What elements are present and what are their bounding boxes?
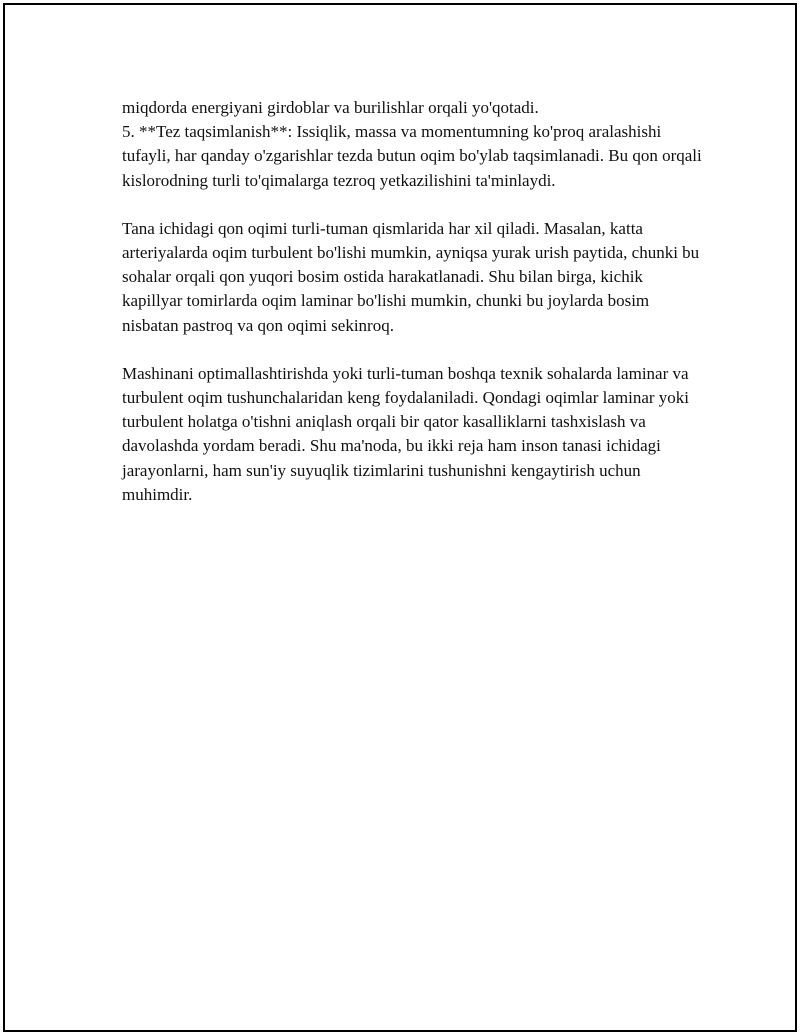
- document-body: [122, 96, 707, 531]
- paragraph-continuation: miqdorda energiyani girdoblar va burilishlar orqali yo'qotadi.: [122, 98, 539, 117]
- paragraph-blood-flow: Tana ichidagi qon oqimi turli-tuman qismlarida har xil qiladi. Masalan, katta arteriyalarda oqim turbulent bo'lishi mumkin, ayniqsa yurak urish paytida, chunki bu sohalar orqali qon yuqori bosim ostida harakatlanadi. Shu bilan birga, kichik kapillyar tomirlarda oqim laminar bo'lishi mumkin, chunki bu joylarda bosim nisbatan pastroq va qon oqimi sekinroq.: [122, 218, 700, 335]
- paragraph-applications: Mashinani optimallashtirishda yoki turli-tuman boshqa texnik sohalarda laminar va turbulent oqim tushunchalaridan keng foydalaniladi. Qondagi oqimlar laminar yoki turbulent holatga o'tishni aniqlash orqali bir qator kasalliklarni tashxislash va davolashda yordam beradi. Shu ma'noda, bu ikki reja ham inson tanasi ichidagi jarayonlarni, ham sun'iy suyuqlik tizimlarini tushunishni kengaytirish uchun muhimdir.: [122, 363, 690, 504]
- paragraph-list-item-5: 5. **Tez taqsimlanish**: Issiqlik, massa va momentumning ko'proq aralashishi tufayli, har qanday o'zgarishlar tezda butun oqim bo'ylab taqsimlanadi. Bu qon orqali kislorodning turli to'qimalarga tezroq yetkazilishini ta'minlaydi.: [122, 122, 702, 190]
- page-frame: [3, 3, 797, 1032]
